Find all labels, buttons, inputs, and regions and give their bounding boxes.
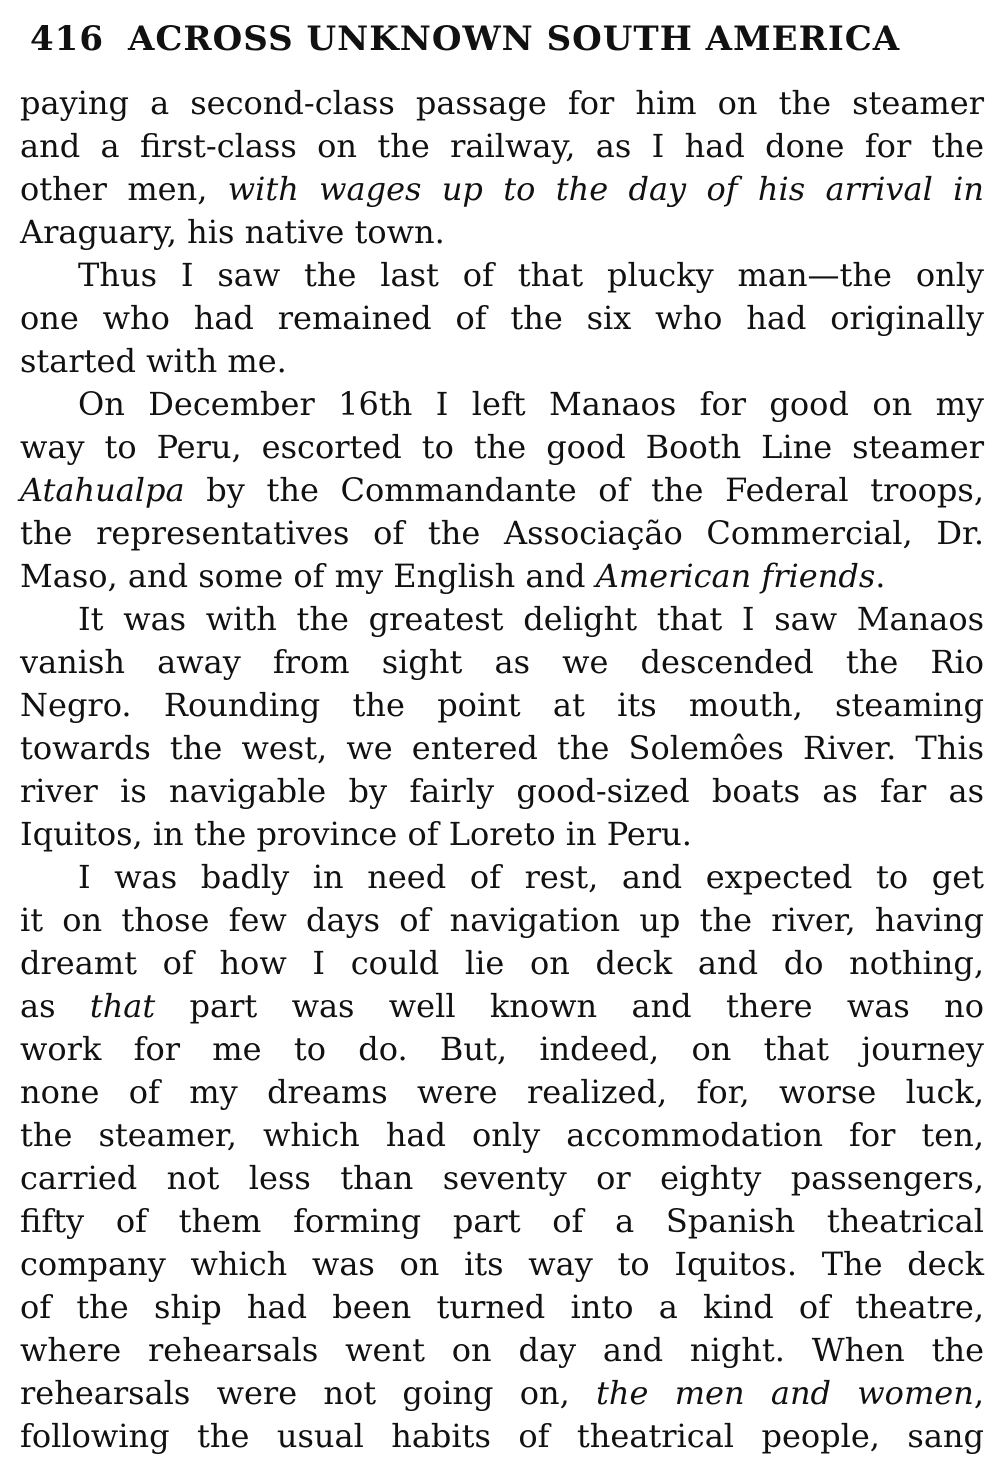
text-line: following the usual habits of theatrical people, sang <box>20 1417 984 1455</box>
running-title: ACROSS UNKNOWN SOUTH AMERICA <box>127 19 901 59</box>
text-line: towards the west, we entered the Solemôes River. This <box>20 729 984 767</box>
running-head <box>30 14 900 64</box>
text-line: Maso, and some of my English and American friends. <box>20 557 886 595</box>
text-line: one who had remained of the six who had originally <box>20 299 984 337</box>
text-line: fifty of them forming part of a Spanish theatrical <box>20 1202 984 1240</box>
text-line: it on those few days of navigation up the river, having <box>20 901 984 939</box>
text-line: rehearsals were not going on, the men and women, <box>20 1374 985 1412</box>
text-line: carried not less than seventy or eighty passengers, <box>20 1159 984 1197</box>
text-line: vanish away from sight as we descended the Rio <box>20 643 984 681</box>
text-line: Araguary, his native town. <box>20 213 445 251</box>
text-line: the representatives of the Associação Commercial, Dr. <box>20 514 984 552</box>
text-line: Iquitos, in the province of Loreto in Peru. <box>20 815 692 853</box>
text-line: other men, with wages up to the day of his arrival in <box>20 170 984 208</box>
text-line: company which was on its way to Iquitos. The deck <box>20 1245 984 1283</box>
text-line: I was badly in need of rest, and expected to get <box>78 858 984 896</box>
text-line: dreamt of how I could lie on deck and do nothing, <box>20 944 984 982</box>
text-line: It was with the greatest delight that I saw Manaos <box>78 600 984 638</box>
text-line: started with me. <box>20 342 287 380</box>
body-text <box>20 82 984 1458</box>
text-line: Negro. Rounding the point at its mouth, steaming <box>20 686 984 724</box>
text-line: of the ship had been turned into a kind of theatre, <box>20 1288 984 1326</box>
text-line: where rehearsals went on day and night. When the <box>20 1331 984 1369</box>
text-line: river is navigable by fairly good-sized boats as far as <box>20 772 984 810</box>
text-line: way to Peru, escorted to the good Booth Line steamer <box>20 428 984 466</box>
text-line: and a first-class on the railway, as I had done for the <box>20 127 984 165</box>
text-line: the steamer, which had only accommodation for ten, <box>20 1116 984 1154</box>
text-line: paying a second-class passage for him on the steamer <box>20 84 984 122</box>
text-line: Atahualpa by the Commandante of the Federal troops, <box>20 471 984 509</box>
text-line: work for me to do. But, indeed, on that journey <box>20 1030 984 1068</box>
text-line: as that part was well known and there was no <box>20 987 985 1025</box>
text-line: none of my dreams were realized, for, worse luck, <box>20 1073 984 1111</box>
text-line: Thus I saw the last of that plucky man—the only <box>78 256 984 294</box>
page-number: 416 <box>30 19 104 59</box>
text-line: On December 16th I left Manaos for good on my <box>78 385 984 423</box>
